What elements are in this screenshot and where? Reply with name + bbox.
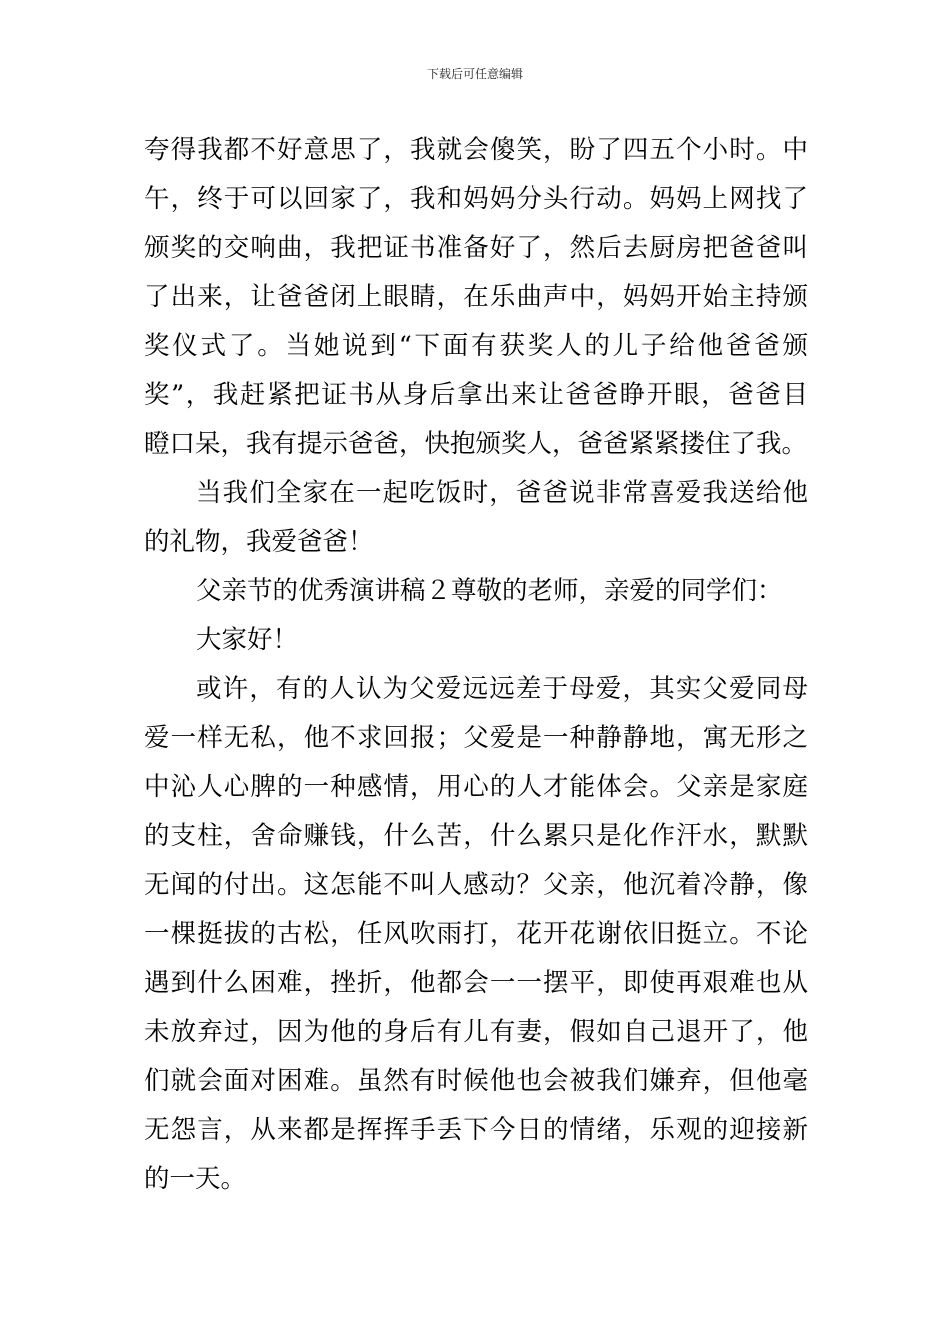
text-line: 午，终于可以回家了，我和妈妈分头行动。妈妈上网找了 (144, 184, 808, 214)
text-line: 当我们全家在一起吃饭时，爸爸说非常喜爱我送给他 (196, 478, 808, 508)
text-line: 或许，有的人认为父爱远远差于母爱，其实父爱同母 (196, 674, 808, 704)
body-text (144, 126, 808, 1204)
page-header: 下载后可任意编辑 (426, 67, 523, 81)
text-line: 奖仪式了。当她说到“下面有获奖人的儿子给他爸爸颁 (144, 331, 808, 361)
text-line: 颁奖的交响曲，我把证书准备好了，然后去厨房把爸爸叫 (144, 233, 808, 263)
text-line: 无闻的付出。这怎能不叫人感动？父亲，他沉着冷静，像 (144, 870, 808, 900)
text-line: 的支柱，舍命赚钱，什么苦，什么累只是化作汗水，默默 (144, 821, 808, 851)
text-line: 夸得我都不好意思了，我就会傻笑，盼了四五个小时。中 (144, 135, 808, 165)
text-line: 中沁人心脾的一种感情，用心的人才能体会。父亲是家庭 (144, 772, 808, 802)
text-line: 无怨言，从来都是挥挥手丢下今日的情绪，乐观的迎接新 (144, 1115, 808, 1145)
text-line: 父亲节的优秀演讲稿２尊敬的老师，亲爱的同学们： (196, 576, 783, 606)
text-line: 遇到什么困难，挫折，他都会一一摆平，即使再艰难也从 (144, 968, 808, 998)
text-line: 们就会面对困难。虽然有时候他也会被我们嫌弃，但他毫 (144, 1066, 808, 1096)
text-line: 了出来，让爸爸闭上眼睛，在乐曲声中，妈妈开始主持颁 (144, 282, 808, 312)
text-line: 的礼物，我爱爸爸！ (144, 527, 374, 557)
text-line: 瞪口呆，我有提示爸爸，快抱颁奖人，爸爸紧紧搂住了我。 (144, 429, 808, 459)
text-line: 未放弃过，因为他的身后有儿有妻，假如自己退开了，他 (144, 1017, 808, 1047)
text-line: 奖”，我赶紧把证书从身后拿出来让爸爸睁开眼，爸爸目 (144, 380, 808, 410)
text-line: 的一天。 (144, 1164, 247, 1194)
text-line: 大家好！ (196, 625, 299, 655)
text-line: 爱一样无私，他不求回报；父爱是一种静静地，寓无形之 (144, 723, 808, 753)
text-line: 一棵挺拔的古松，任风吹雨打，花开花谢依旧挺立。不论 (144, 919, 808, 949)
